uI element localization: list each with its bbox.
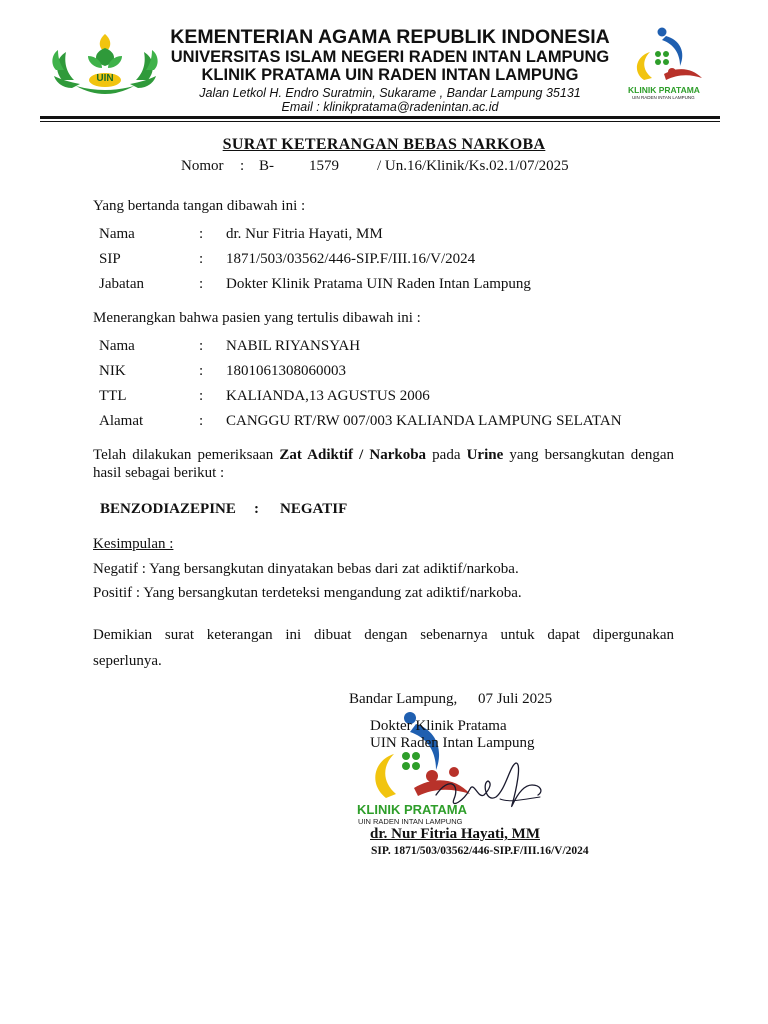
patient-ttl-value: KALIANDA,13 AGUSTUS 2006 [226, 388, 430, 404]
signer-position-label: Jabatan [99, 276, 144, 292]
patient-name-colon: : [199, 338, 204, 354]
patient-address-value: CANGGU RT/RW 007/003 KALIANDA LAMPUNG SELATAN [226, 413, 622, 429]
letterhead-rule-thin [40, 121, 720, 122]
patient-nik-label: NIK [99, 363, 126, 379]
signatory-sip: SIP. 1871/503/03562/446-SIP.F/III.16/V/2024 [371, 845, 589, 857]
signer-sip-value: 1871/503/03562/446-SIP.F/III.16/V/2024 [226, 251, 476, 267]
patient-name-value: NABIL RIYANSYAH [226, 338, 361, 354]
conclusion-positive: Positif : Yang bersangkutan terdeteksi mengandung zat adiktif/narkoba. [93, 585, 522, 601]
exam-paragraph-line1 [93, 447, 674, 464]
patient-nik-colon: : [199, 363, 204, 379]
exam-substance: Zat Adiktif / Narkoba [279, 447, 427, 463]
signer-name-value: dr. Nur Fitria Hayati, MM [226, 226, 383, 242]
signer-intro: Yang bertanda tangan dibawah ini : [93, 198, 306, 214]
conclusion-heading: Kesimpulan : [93, 536, 174, 552]
signer-position-colon: : [199, 276, 204, 292]
signer-position-value: Dokter Klinik Pratama UIN Raden Intan Lampung [226, 276, 531, 292]
signer-name-colon: : [199, 226, 204, 242]
signature-role-line2: UIN Raden Intan Lampung [370, 735, 535, 751]
result-colon: : [254, 501, 259, 517]
patient-ttl-colon: : [199, 388, 204, 404]
clinic-stamp-subtitle: UIN RADEN INTAN LAMPUNG [358, 817, 463, 826]
signer-name-label: Nama [99, 226, 135, 242]
number-value: 1579 [309, 158, 339, 174]
result-value: NEGATIF [280, 501, 348, 517]
patient-nik-value: 1801061308060003 [226, 363, 346, 379]
letterhead-address: Jalan Letkol H. Endro Suratmin, Sukarame , Bandar Lampung 35131 [199, 86, 581, 100]
exam-paragraph-line2: hasil sebagai berikut : [93, 465, 225, 481]
number-colon: : [240, 158, 245, 174]
result-test-name: BENZODIAZEPINE [100, 501, 236, 517]
clinic-stamp-title: KLINIK PRATAMA [357, 802, 468, 817]
uin-logo-text: UIN [96, 73, 114, 84]
letterhead-ministry: KEMENTERIAN AGAMA REPUBLIK INDONESIA [170, 26, 610, 48]
uin-logo-icon [52, 30, 158, 102]
signature-role-line1: Dokter Klinik Pratama [370, 718, 507, 734]
number-label: Nomor [181, 158, 224, 174]
letterhead-rule-thick [40, 116, 720, 119]
exam-text-3: yang bersangkutan dengan [509, 447, 675, 463]
conclusion-negative: Negatif : Yang bersangkutan dinyatakan bebas dari zat adiktif/narkoba. [93, 561, 519, 577]
number-suffix: / Un.16/Klinik/Ks.02.1/07/2025 [377, 158, 569, 174]
patient-intro: Menerangkan bahwa pasien yang tertulis dibawah ini : [93, 310, 421, 326]
klinik-pratama-logo [622, 26, 712, 102]
patient-name-label: Nama [99, 338, 135, 354]
exam-text-1: Telah dilakukan pemeriksaan [93, 447, 274, 463]
patient-ttl-label: TTL [99, 388, 127, 404]
patient-address-colon: : [199, 413, 204, 429]
signatory-name: dr. Nur Fitria Hayati, MM [370, 826, 540, 842]
signer-sip-label: SIP [99, 251, 121, 267]
signature-place: Bandar Lampung, [349, 691, 458, 707]
patient-address-label: Alamat [99, 413, 144, 429]
number-prefix: B- [259, 158, 274, 174]
uin-logo [52, 30, 158, 102]
closing-line2: seperlunya. [93, 653, 162, 669]
signature-date: 07 Juli 2025 [478, 691, 553, 707]
klinik-pratama-logo-subtitle: UIN RADEN INTAN LAMPUNG [632, 95, 695, 100]
letterhead-clinic: KLINIK PRATAMA UIN RADEN INTAN LAMPUNG [201, 66, 579, 84]
exam-sample: Urine [466, 447, 504, 463]
letterhead-email: Email : klinikpratama@radenintan.ac.id [281, 100, 499, 114]
klinik-pratama-logo-title: KLINIK PRATAMA [628, 85, 700, 95]
document-title: SURAT KETERANGAN BEBAS NARKOBA [222, 136, 546, 153]
closing-line1: Demikian surat keterangan ini dibuat dengan sebenarnya untuk dapat dipergunakan [93, 627, 674, 643]
letterhead-university: UNIVERSITAS ISLAM NEGERI RADEN INTAN LAMPUNG [170, 48, 610, 66]
klinik-pratama-logo-icon [622, 26, 712, 86]
signer-sip-colon: : [199, 251, 204, 267]
exam-text-2: pada [432, 447, 461, 463]
